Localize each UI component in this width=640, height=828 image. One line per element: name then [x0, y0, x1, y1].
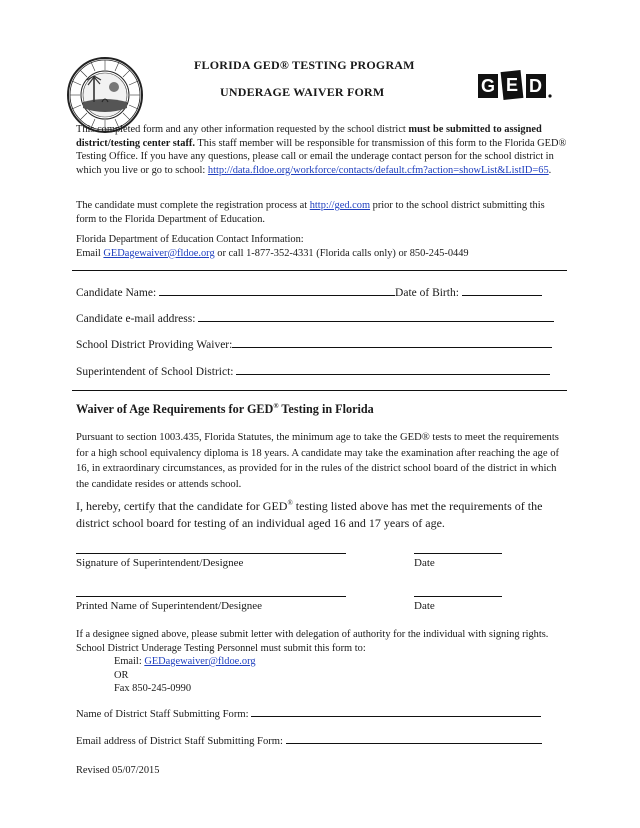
- printed-name-label: Printed Name of Superintendent/Designee: [76, 600, 263, 612]
- date-of-birth-input[interactable]: [462, 285, 542, 296]
- printed-date-line[interactable]: [414, 596, 502, 597]
- school-district-label: School District Providing Waiver:: [76, 339, 233, 351]
- designee-or: OR: [114, 669, 129, 681]
- candidate-name-input[interactable]: [159, 285, 395, 296]
- printed-date-label: Date: [414, 600, 435, 612]
- candidate-email-input[interactable]: [198, 311, 554, 322]
- date-of-birth-label: Date of Birth:: [395, 287, 459, 299]
- top-divider: [72, 270, 567, 271]
- designee-paragraph: If a designee signed above, please submit letter with delegation of authority for the individual with signing rights. School District Underage Testing Personnel must submit this form to:: [76, 629, 549, 654]
- superintendent-input[interactable]: [236, 364, 550, 375]
- contact-phone-text: or call 1-877-352-4331 (Florida calls only) or 850-245-0449: [214, 247, 469, 259]
- staff-email-row: [76, 733, 542, 747]
- registration-paragraph: [76, 199, 546, 226]
- registration-text-a: The candidate must complete the registration process at: [76, 200, 310, 211]
- signature-date-line[interactable]: [414, 553, 502, 554]
- printed-name-line[interactable]: [76, 596, 346, 597]
- contacts-link[interactable]: http://data.fldoe.org/workforce/contacts/default.cfm?action=showList&ListID=65: [207, 164, 549, 176]
- certify-sup: ®: [287, 499, 293, 507]
- form-title: UNDERAGE WAIVER FORM: [220, 85, 385, 99]
- signature-line[interactable]: [76, 553, 346, 554]
- staff-name-row: [76, 706, 541, 720]
- contact-info: [76, 233, 571, 260]
- designee-email-label: Email:: [114, 656, 145, 667]
- certify-text-b: testing listed above has met the requirements of the district school board for testing of an individual aged 16 and 17 years of age.: [76, 499, 543, 530]
- intro-text-a: This completed form and any other information requested by the school district: [76, 124, 409, 135]
- staff-email-input[interactable]: [286, 733, 542, 744]
- school-district-row: [76, 337, 552, 351]
- revised-date: Revised 05/07/2015: [76, 765, 160, 776]
- staff-email-label: Email address of District Staff Submitting Form:: [76, 736, 283, 747]
- staff-name-label: Name of District Staff Submitting Form:: [76, 709, 249, 720]
- candidate-name-row: [76, 285, 542, 299]
- staff-name-input[interactable]: [251, 706, 541, 717]
- contact-email-link[interactable]: GEDagewaiver@fldoe.org: [103, 247, 215, 259]
- candidate-email-label: Candidate e-mail address:: [76, 313, 196, 325]
- superintendent-label: Superintendent of School District:: [76, 366, 234, 378]
- program-title: FLORIDA GED® TESTING PROGRAM: [194, 58, 415, 72]
- ged-link[interactable]: http://ged.com: [309, 200, 371, 211]
- candidate-email-row: [76, 311, 554, 325]
- signature-label: Signature of Superintendent/Designee: [76, 557, 244, 569]
- intro-bold: must be submitted to assigned district/testing center staff.: [76, 124, 542, 149]
- designee-email-link[interactable]: GEDagewaiver@fldoe.org: [144, 656, 256, 667]
- logo-letter-d: D: [529, 76, 542, 96]
- signature-date-label: Date: [414, 557, 435, 569]
- designee-contact: [114, 655, 256, 696]
- superintendent-row: [76, 364, 550, 378]
- contact-heading: Florida Department of Education Contact Information:: [76, 234, 304, 245]
- waiver-heading-b: Testing in Florida: [278, 402, 374, 416]
- intro-paragraph: [76, 123, 568, 177]
- logo-letter-g: G: [481, 76, 496, 96]
- registration-text-b: prior to the school district submitting this form to the Florida Department of Education.: [76, 200, 545, 225]
- bottom-divider: [72, 390, 567, 391]
- waiver-heading-a: Waiver of Age Requirements for GED: [76, 402, 274, 416]
- ged-logo: [476, 70, 554, 102]
- contact-email-prefix: Email: [76, 247, 104, 259]
- certify-text-a: I, hereby, certify that the candidate for GED: [76, 499, 288, 513]
- waiver-heading: [76, 402, 374, 417]
- school-district-input[interactable]: [232, 337, 552, 348]
- certify-paragraph: [76, 498, 570, 532]
- waiver-heading-sup: ®: [273, 401, 279, 410]
- designee-fax: Fax 850-245-0990: [114, 683, 192, 695]
- waiver-paragraph: Pursuant to section 1003.435, Florida Statutes, the minimum age to take the GED® tests to meet the requirements for a high school equivalency diploma is 18 years. A candidate may take the examination after reaching the age of 16, in extraordinary circumstances, as provided for in the rules of the district school board of the district in which the candidate resides or attends school.: [76, 432, 560, 490]
- intro-text-b: This staff member will be responsible for transmission of this form to the Florida GED® Testing Office. If you have any questions, please call or email the underage contact person for the school district in which you live or go to school:: [76, 137, 567, 176]
- candidate-name-label: Candidate Name:: [76, 287, 157, 299]
- intro-text-end: .: [548, 164, 552, 176]
- logo-letter-e: E: [506, 75, 519, 95]
